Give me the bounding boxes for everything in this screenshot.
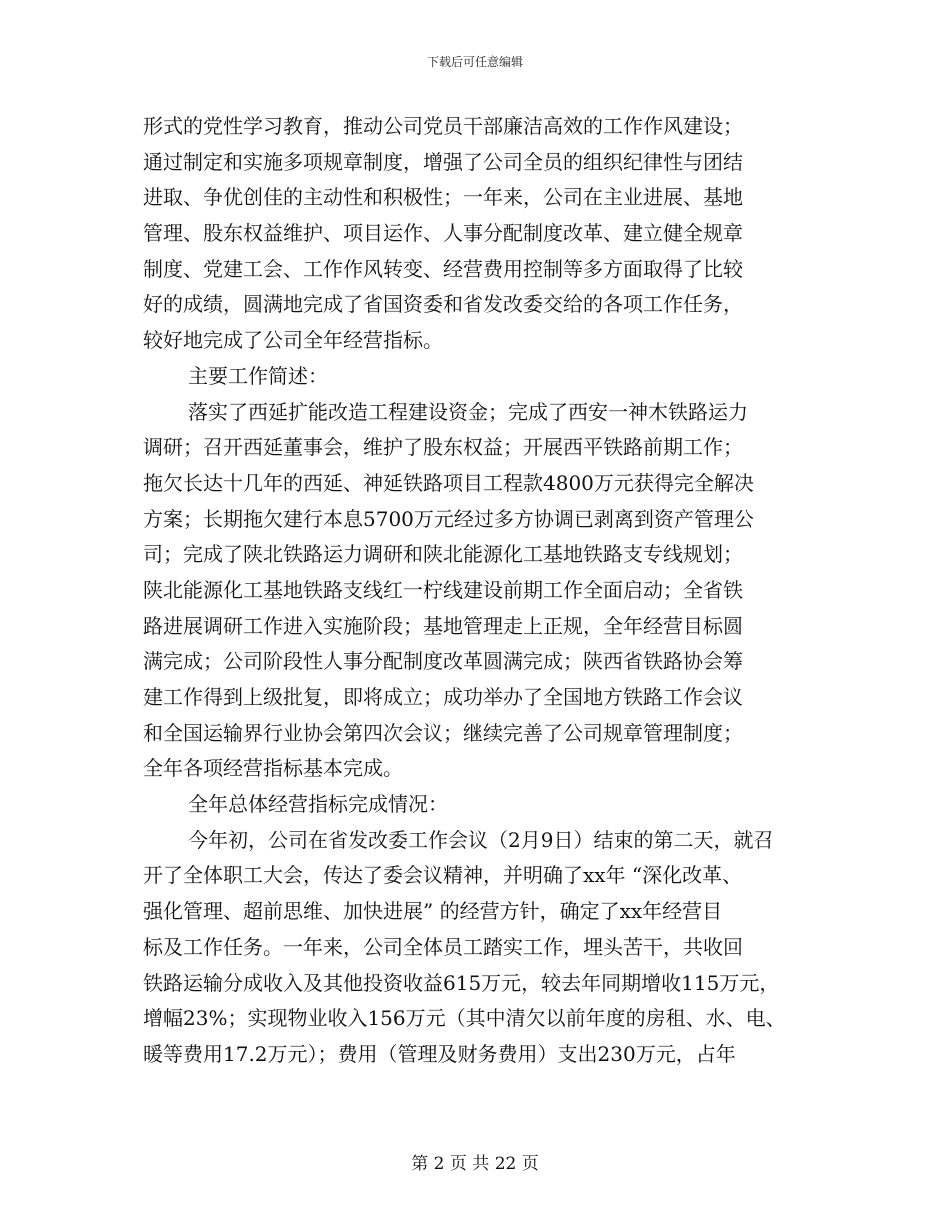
text-line: 方案；长期拖欠建行本息5700万元经过多方协调已剥离到资产管理公 <box>143 506 754 531</box>
text-line: 全年总体经营指标完成情况： <box>188 792 448 817</box>
document-body <box>143 109 833 1073</box>
text-line: 主要工作简述： <box>188 363 328 388</box>
text-line: 铁路运输分成收入及其他投资收益615万元，较去年同期增收115万元， <box>143 970 780 995</box>
text-line: 落实了西延扩能改造工程建设资金；完成了西安一神木铁路运力 <box>188 399 748 424</box>
page-number-footer: 第 2 页 共 22 页 <box>411 1154 539 1174</box>
text-line: 好的成绩，圆满地完成了省国资委和省发改委交给的各项工作任务， <box>143 292 743 317</box>
text-line: 暖等费用17.2万元）；费用（管理及财务费用）支出230万元，占年 <box>143 1041 736 1066</box>
text-line: 强化管理、超前思维、加快进展” 的经营方针，确定了xx年经营目 <box>143 899 723 924</box>
text-line: 较好地完成了公司全年经营指标。 <box>143 328 443 353</box>
text-line: 和全国运输界行业协会第四次会议；继续完善了公司规章管理制度； <box>143 720 743 745</box>
text-line: 全年各项经营指标基本完成。 <box>143 756 403 781</box>
text-line: 进取、争优创佳的主动性和积极性；一年来，公司在主业进展、基地 <box>143 185 743 210</box>
text-line: 通过制定和实施多项规章制度，增强了公司全员的组织纪律性与团结 <box>143 149 743 174</box>
text-line: 增幅23%；实现物业收入156万元（其中清欠以前年度的房租、水、电、 <box>143 1006 786 1031</box>
text-line: 今年初，公司在省发改委工作会议（2月9日）结束的第二天，就召 <box>188 827 774 852</box>
text-line: 拖欠长达十几年的西延、神延铁路项目工程款4800万元获得完全解决 <box>143 470 754 495</box>
page-header-note: 下载后可任意编辑 <box>426 55 523 69</box>
text-line: 调研；召开西延董事会，维护了股东权益；开展西平铁路前期工作； <box>143 435 743 460</box>
text-line: 司；完成了陕北铁路运力调研和陕北能源化工基地铁路支专线规划； <box>143 542 743 567</box>
text-line: 制度、党建工会、工作作风转变、经营费用控制等多方面取得了比较 <box>143 256 743 281</box>
text-line: 标及工作任务。一年来，公司全体员工踏实工作，埋头苦干，共收回 <box>143 934 743 959</box>
text-line: 满完成；公司阶段性人事分配制度改革圆满完成；陕西省铁路协会筹 <box>143 649 743 674</box>
text-line: 管理、股东权益维护、项目运作、人事分配制度改革、建立健全规章 <box>143 221 743 246</box>
text-line: 开了全体职工大会，传达了委会议精神，并明确了xx年 “深化改革、 <box>143 863 743 888</box>
text-line: 形式的党性学习教育，推动公司党员干部廉洁高效的工作作风建设； <box>143 114 743 138</box>
text-line: 路进展调研工作进入实施阶段；基地管理走上正规，全年经营目标圆 <box>143 613 743 638</box>
text-line: 陕北能源化工基地铁路支线红一柠线建设前期工作全面启动；全省铁 <box>143 577 743 602</box>
text-line: 建工作得到上级批复，即将成立；成功举办了全国地方铁路工作会议 <box>143 685 743 709</box>
